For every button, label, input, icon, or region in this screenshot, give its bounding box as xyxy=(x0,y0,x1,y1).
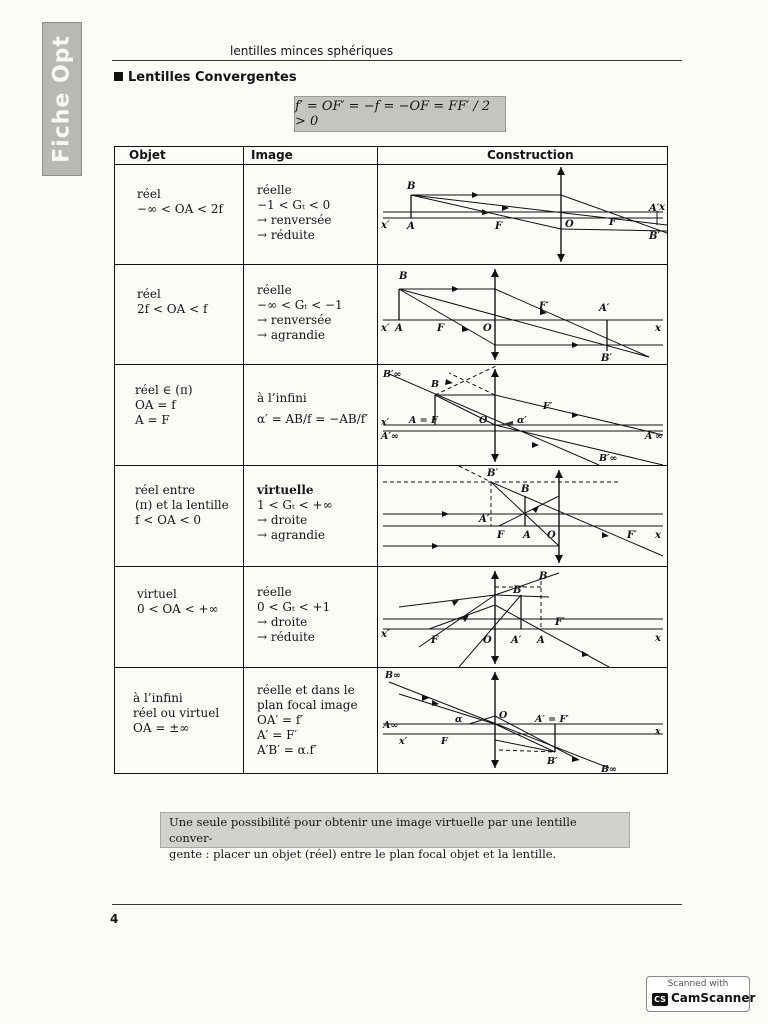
image-line: → renversée xyxy=(257,313,332,327)
objet-line: 2f < OA < f xyxy=(137,302,208,316)
image-line: 0 < Gₜ < +1 xyxy=(257,600,331,614)
row2-objet xyxy=(137,287,207,317)
ray-label: A∞ xyxy=(383,720,399,731)
ray-label: F xyxy=(437,323,445,334)
ray-label: A′ xyxy=(649,203,660,214)
image-line: A′B′ = α.f′ xyxy=(257,743,317,757)
image-line: → droite xyxy=(257,615,308,629)
image-line: → agrandie xyxy=(257,528,325,542)
note-line: gente : placer un objet (réel) entre le plan focal objet et la lentille. xyxy=(169,847,557,861)
ray-label: F xyxy=(441,736,448,747)
ray-label: O xyxy=(565,219,574,230)
ray-label: F xyxy=(497,530,505,541)
image-line: α′ = AB/f = −AB/f′ xyxy=(257,412,368,426)
ray-label: B′∞ xyxy=(599,453,618,464)
image-line: → réduite xyxy=(257,630,315,644)
ray-label: B xyxy=(407,181,416,192)
ray-label: F′ xyxy=(555,617,565,628)
ray-label: x′ xyxy=(381,629,390,640)
note-line: Une seule possibilité pour obtenir une image virtuelle par une lentille conver- xyxy=(169,815,577,845)
row4-construction-diagram xyxy=(379,466,667,566)
ray-label: O xyxy=(483,323,492,334)
ray-label: F′ xyxy=(609,217,619,228)
ray-label: x′ xyxy=(399,736,408,747)
ray-label: A′ xyxy=(599,303,610,314)
header-construction: Construction xyxy=(487,148,574,162)
badge-brand: CamScanner xyxy=(671,991,756,1005)
objet-line: réel entre xyxy=(135,483,196,497)
ray-label: x xyxy=(655,530,661,541)
side-tab xyxy=(42,22,82,176)
image-line: −∞ < Gₜ < −1 xyxy=(257,298,343,312)
badge-caption: Scanned with xyxy=(667,979,729,989)
row5-objet xyxy=(137,587,219,617)
bullet-square-icon xyxy=(114,72,123,81)
ray-label: x′ xyxy=(381,220,390,231)
ray-label: B′ xyxy=(487,468,499,479)
objet-line: réel xyxy=(137,287,161,301)
formula-box xyxy=(294,96,506,132)
ray-label: B′ xyxy=(649,231,661,242)
header-rule xyxy=(112,60,682,61)
ray-label: x xyxy=(659,202,665,213)
objet-line: OA = ±∞ xyxy=(133,721,190,735)
ray-label: A xyxy=(537,635,545,646)
row5-construction-diagram xyxy=(379,567,667,667)
page-number: 4 xyxy=(110,912,119,926)
ray-label: A = F xyxy=(409,415,438,426)
ray-label: A′∞ xyxy=(645,431,663,442)
objet-line: −∞ < OA < 2f xyxy=(137,202,223,216)
formula-text: f′ = OF′ = −f = −OF = FF′ / 2 > 0 xyxy=(295,99,491,129)
objet-line: 0 < OA < +∞ xyxy=(137,602,219,616)
ray-label: B xyxy=(539,571,548,582)
ray-label: x xyxy=(655,633,661,644)
ray-label: x xyxy=(655,323,661,334)
ray-label: A′∞ xyxy=(381,431,399,442)
ray-label: x′ xyxy=(381,323,390,334)
objet-line: f < OA < 0 xyxy=(135,513,201,527)
ray-label: F xyxy=(495,221,503,232)
objet-line: virtuel xyxy=(137,587,177,601)
ray-label: B xyxy=(431,379,440,390)
image-line: réelle et dans le xyxy=(257,683,355,697)
ray-label: α xyxy=(455,714,463,725)
camscanner-logo-icon: CS xyxy=(652,993,668,1006)
objet-line: OA = f xyxy=(135,398,176,412)
ray-label: B∞ xyxy=(601,764,617,772)
ray-label: O xyxy=(483,635,492,646)
ray-label: A xyxy=(523,530,531,541)
objet-line: (π) et la lentille xyxy=(135,498,229,512)
row5-image xyxy=(257,585,330,645)
ray-label: B′ xyxy=(547,756,558,767)
row3-construction-diagram xyxy=(379,365,667,465)
ray-label: B′∞ xyxy=(383,369,402,380)
image-line: 1 < Gₜ < +∞ xyxy=(257,498,333,512)
image-line: OA′ = f′ xyxy=(257,713,304,727)
camscanner-badge xyxy=(646,976,756,1012)
row1-construction-diagram xyxy=(379,165,667,264)
row4-objet xyxy=(135,483,229,528)
ray-label: x xyxy=(655,726,661,737)
image-line: à l’infini xyxy=(257,391,307,405)
row3-objet xyxy=(135,383,193,428)
ray-label: B′ xyxy=(601,353,613,364)
row2-construction-diagram xyxy=(379,265,667,364)
lens-table xyxy=(114,146,668,774)
objet-line: réel ou virtuel xyxy=(133,706,220,720)
section-title xyxy=(114,70,297,85)
ray-label: A xyxy=(407,221,415,232)
image-line: réelle xyxy=(257,585,292,599)
header-objet: Objet xyxy=(129,148,166,162)
objet-line: réel ∈ (π) xyxy=(135,383,193,397)
image-line: → agrandie xyxy=(257,328,325,342)
ray-label: F xyxy=(431,635,439,646)
row1-objet xyxy=(137,187,223,217)
ray-label: O xyxy=(479,415,488,426)
running-header: lentilles minces sphériques xyxy=(230,44,394,58)
header-image: Image xyxy=(251,148,293,162)
image-line: plan focal image xyxy=(257,698,358,712)
objet-line: à l’infini xyxy=(133,691,183,705)
ray-label: B′ xyxy=(513,585,525,596)
row2-image xyxy=(257,283,343,343)
ray-label: B xyxy=(399,271,408,282)
row6-construction-diagram xyxy=(379,668,667,772)
footer-rule xyxy=(112,904,682,905)
ray-label: F′ xyxy=(543,401,553,412)
ray-label: x′ xyxy=(381,417,390,428)
ray-label: A′ = F′ xyxy=(535,714,569,725)
note-box xyxy=(160,812,630,861)
col-divider xyxy=(377,147,378,773)
row6-objet xyxy=(133,691,219,736)
image-line: → droite xyxy=(257,513,308,527)
side-tab-label: Fiche Opt xyxy=(49,35,75,163)
ray-label: B∞ xyxy=(385,670,401,681)
ray-label: B xyxy=(521,484,530,495)
row4-image xyxy=(257,483,333,543)
ray-label: A′ xyxy=(479,514,490,525)
image-line: réelle xyxy=(257,183,292,197)
ray-label: A′ xyxy=(511,635,522,646)
objet-line: A = F xyxy=(135,413,170,427)
row6-image xyxy=(257,683,358,758)
row3-image xyxy=(257,391,368,427)
ray-label: O xyxy=(499,710,508,721)
image-line: virtuelle xyxy=(257,483,314,497)
image-line: → renversée xyxy=(257,213,332,227)
image-line: réelle xyxy=(257,283,292,297)
ray-label: A xyxy=(395,323,403,334)
section-title-text: Lentilles Convergentes xyxy=(128,70,297,85)
image-line: → réduite xyxy=(257,228,315,242)
ray-label: F′ xyxy=(539,301,549,312)
image-line: −1 < Gₜ < 0 xyxy=(257,198,331,212)
col-divider xyxy=(243,147,244,773)
image-line: A′ = F′ xyxy=(257,728,298,742)
ray-label: F′ xyxy=(627,530,637,541)
ray-label: α′ xyxy=(517,415,527,426)
row1-image xyxy=(257,183,331,243)
objet-line: réel xyxy=(137,187,161,201)
ray-label: O xyxy=(547,530,556,541)
